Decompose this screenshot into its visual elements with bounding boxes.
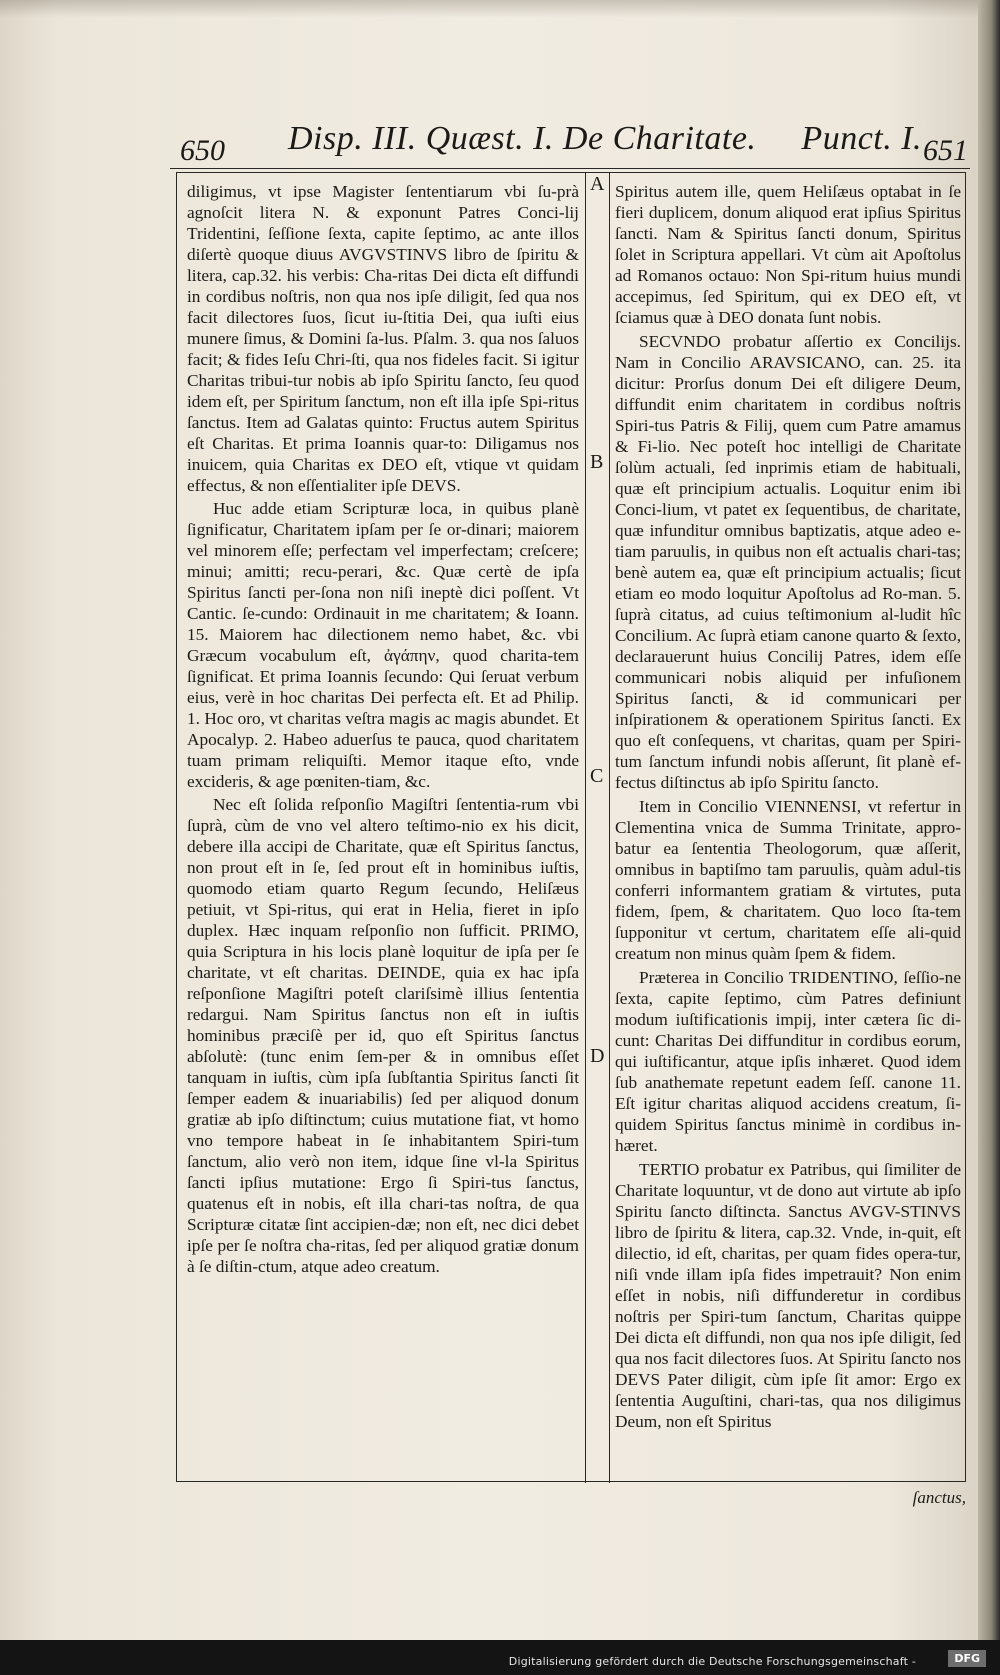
- header-rule: [170, 168, 970, 169]
- page-number-left: 650: [180, 134, 225, 167]
- text-frame: [176, 172, 966, 1482]
- page-top-shadow: [0, 0, 985, 18]
- running-title-text: Disp. III. Quæst. I. De Charitate.: [288, 120, 757, 157]
- left-paragraph-2: Huc adde etiam Scripturæ loca, in quibus planè ſignificatur, Charitatem ipſam per ſe or-dinari; maiorem vel minorem eſſe; perfectam vel imperfectam; creſcere; minui; amitti; recu-perari, &c. Quæ certè de ipſa Spiritus ſancti per-ſona non niſi ineptè dici poſſent. Vt Cantic. ſe-cundo: Ordinauit in me charitatem; & Ioann. 15. Maiorem hac dilectionem nemo habet, &c. vbi Græcum vocabulum eſt, ἀγάπην, quod charita-tem ſignificat. Et prima Ioannis ſecundo: Qui ſeruat verbum eius, verè in hoc charitas Dei perfecta eſt. Et ad Philip. 1. Hoc oro, vt charitas veſtra magis ac magis abundet. Et Apocalyp. 2. Habeo aduerſus te pauca, quod charitatem tuam primam reliquiſti. Memor itaque eſto, vnde excideris, & age pœniten-tiam, &c.: [187, 499, 579, 791]
- digitization-credit: Digitalisierung gefördert durch die Deutsche Forschungsgemeinschaft -: [508, 1655, 916, 1668]
- page-edge: [978, 0, 1000, 1640]
- margin-marker-a: A: [590, 173, 605, 195]
- right-paragraph-1: Spiritus autem ille, quem Heliſæus optabat in ſe fieri duplicem, donum aliquod erat ipſius Spiritus ſancti. Nam & Spiritus ſancti donum, Spiritus ſolet in Scriptura appellari. Vt cùm ait Apoſtolus ad Romanos octauo: Non Spi-ritum huius mundi accepimus, ſed Spiritum, qui ex DEO eſt, vt ſciamus quæ à DEO donata ſunt nobis.: [615, 182, 961, 327]
- right-paragraph-2: SECVNDO probatur aſſertio ex Concilijs. Nam in Concilio ARAVSICANO, can. 25. ita dicitur: Prorſus donum Dei eſt diligere Deum, diffundit enim charitatem in cordibus noſtris Spiri-tus Patris & Filij, quem cum Patre amamus & Fi-lio. Nec poteſt hoc intelligi de Charitate ſolùm actuali, ſed inprimis etiam de habituali, quæ eſt principium actualis. Loquitur enim ibi Conci-lium, vt patet ex ſequentibus, de charitate, quæ infunditur omnibus baptizatis, atque adeo e-tiam paruulis, in quibus non eſt actualis chari-tas; benè autem ea, quæ eſt principium actualis; ſicut etiam eo modo loquitur Apoſtolus ad Ro-man. 5. ſuprà citatus, ad cuius teſtimonium al-ludit hîc Concilium. Ac ſuprà etiam canone quarto & ſexto, declarauerunt huius Concilij Patres, idem eſſe communicari nobis aliquid per infuſionem Spiritus ſancti, & id communicari per inſpirationem & operationem Spiritus ſancti. Ex quo eſt conſequens, vt charitas, quam per Spiri-tum ſanctum infundi nobis aſſerunt, ſit planè ef-fectus diſtinctus ab ipſo Spiritu ſancto.: [615, 332, 961, 792]
- left-paragraph-3: Nec eſt ſolida reſponſio Magiſtri ſententia-rum vbi ſuprà, cùm de vno vel altero teſtimo-nio ex his dicit, debere illa accipi de Charitate, quæ eſt Spiritus ſanctus, non prout eſt in ſe, ſed prout eſt in hominibus iuſtis, quomodo etiam quarto Regum ſecundo, Heliſæus petiuit, vt Spi-ritus, qui erat in Helia, fieret in ipſo duplex. Hæc inquam reſponſio non ſufficit. PRIMO, quia Scriptura in his locis planè loquitur de ipſa per ſe charitate, vt eſt charitas. DEINDE, quia ex hac ipſa reſponſione Magiſtri poteſt clariſsimè illius ſententia redargui. Nam Spiritus ſanctus non eſt in iuſtis hominibus præciſè per id, quo eſt Spiritus ſanctus abſolutè: (tunc enim ſem-per & in omnibus eſſet tanquam in iuſtis, cùm ipſa ſubſtantia Spiritus ſancti ſit ſemper eadem & inuariabilis) ſed per aliquod donum gratiæ ab ipſo diſtinctum; cuius mutatione fiat, vt homo vno tempore habeat in ſe inhabitantem Spiri-tum ſanctum, alio verò non item, idque ſine vl-la Spiritus ſancti ipſius mutatione: Ergo ſi Spiri-tus ſanctus, quatenus eſt in nobis, eſt illa chari-tas noſtra, de qua Scripturæ citatæ ſint accipien-dæ; non eſt, nec dici debet ipſe per ſe noſtra cha-ritas, ſed per aliquod gratiæ donum à ſe diſtin-ctum, atque adeo creatum.: [187, 795, 579, 1276]
- running-title: [288, 120, 922, 158]
- left-column: [187, 181, 579, 1471]
- right-paragraph-4: Præterea in Concilio TRIDENTINO, ſeſſio-ne ſexta, capite ſeptimo, cùm Patres definiunt modum iuſtificationis impij, inter cætera ſic di-cunt: Charitas Dei diffunditur in cordibus eorum, qui iuſtificantur, atque ipſis inhæret. Quod idem ſub anathemate repetunt eadem ſeſſ. canone 11. Eſt igitur charitas aliquod accidens creatum, ſi-quidem Spiritus ſanctus minimè in cordibus in-hæret.: [615, 968, 961, 1155]
- catchword: ſanctus,: [912, 1488, 966, 1507]
- margin-marker-d: D: [590, 1045, 605, 1067]
- page-number-right: 651: [923, 134, 968, 167]
- running-header: [178, 120, 968, 168]
- right-column: [615, 181, 961, 1475]
- margin-marker-c: C: [590, 765, 604, 787]
- punctum-label: Punct. I.: [801, 120, 923, 157]
- right-paragraph-5: TERTIO probatur ex Patribus, qui ſimiliter de Charitate loquuntur, vt de dono aut virtute ab ipſo Spiritu ſancto diſtincta. Sanctus AVGV-STINVS libro de ſpiritu & litera, cap.32. Vnde, in-quit, eſt dilectio, id eſt, charitas, per quam fides opera-tur, niſi vnde illam ipſa fides impetrauit? Non enim eſſet in nobis, niſi diffunderetur in cordibus noſtris per Spiri-tum ſanctum, Charitas quippe Dei dicta eſt diffundi, non qua nos ipſe diligit, ſed qua nos facit dilectores ſuos. At Spiritu ſancto nos DEVS Pater diligit, cùm ipſe ſit amor: Ergo ex ſententia Auguſtini, chari-tas, qua nos diligimus Deum, non eſt Spiritus: [615, 1160, 961, 1431]
- right-paragraph-3: Item in Concilio VIENNENSI, vt refertur in Clementina vnica de Summa Trinitate, appro-batur ea ſententia Theologorum, quæ aſſerit, omnibus in baptiſmo tam paruulis, quàm adul-tis conferri informantem gratiam & virtutes, puta fidem, ſpem, & charitatem. Quo loco ſta-tem ſupponitur vt certum, charitatem eſſe ali-quid creatum non minus quàm ſpem & fidem.: [615, 797, 961, 963]
- column-rule-right: [609, 173, 610, 1483]
- dfg-logo: DFG: [948, 1650, 986, 1667]
- margin-marker-b: B: [590, 451, 604, 473]
- left-paragraph-1: diligimus, vt ipse Magister ſententiarum vbi ſu-prà agnoſcit litera N. & exponunt Patres Conci-lij Tridentini, ſeſſione ſexta, capite ſeptimo, ac ante illos diſertè quoque diuus AVGVSTINVS libro de ſpiritu & litera, cap.32. his verbis: Cha-ritas Dei dicta eſt diffundi in cordibus noſtris, non qua nos ipſe diligit, ſed qua nos facit dilectores ſuos, ſicut iu-ſtitia Dei, qua iuſti eius munere ſimus, & Domini ſa-lus. Pſalm. 3. qua nos ſaluos facit; & fides Ieſu Chri-ſti, qua nos fideles facit. Si igitur Charitas tribui-tur nobis ab ipſo Spiritu ſancto, ſeu quod idem eſt, per Spiritum ſanctum, non eſt illa ipſe Spi-ritus ſanctus. Item ad Galatas quinto: Fructus autem Spiritus eſt Charitas. Et prima Ioannis quar-to: Diligamus nos inuicem, quia Charitas ex DEO eſt, vtique vt quidam effectus, & non eſſentialiter ipſe DEVS.: [187, 182, 579, 495]
- column-rule-left: [585, 173, 586, 1483]
